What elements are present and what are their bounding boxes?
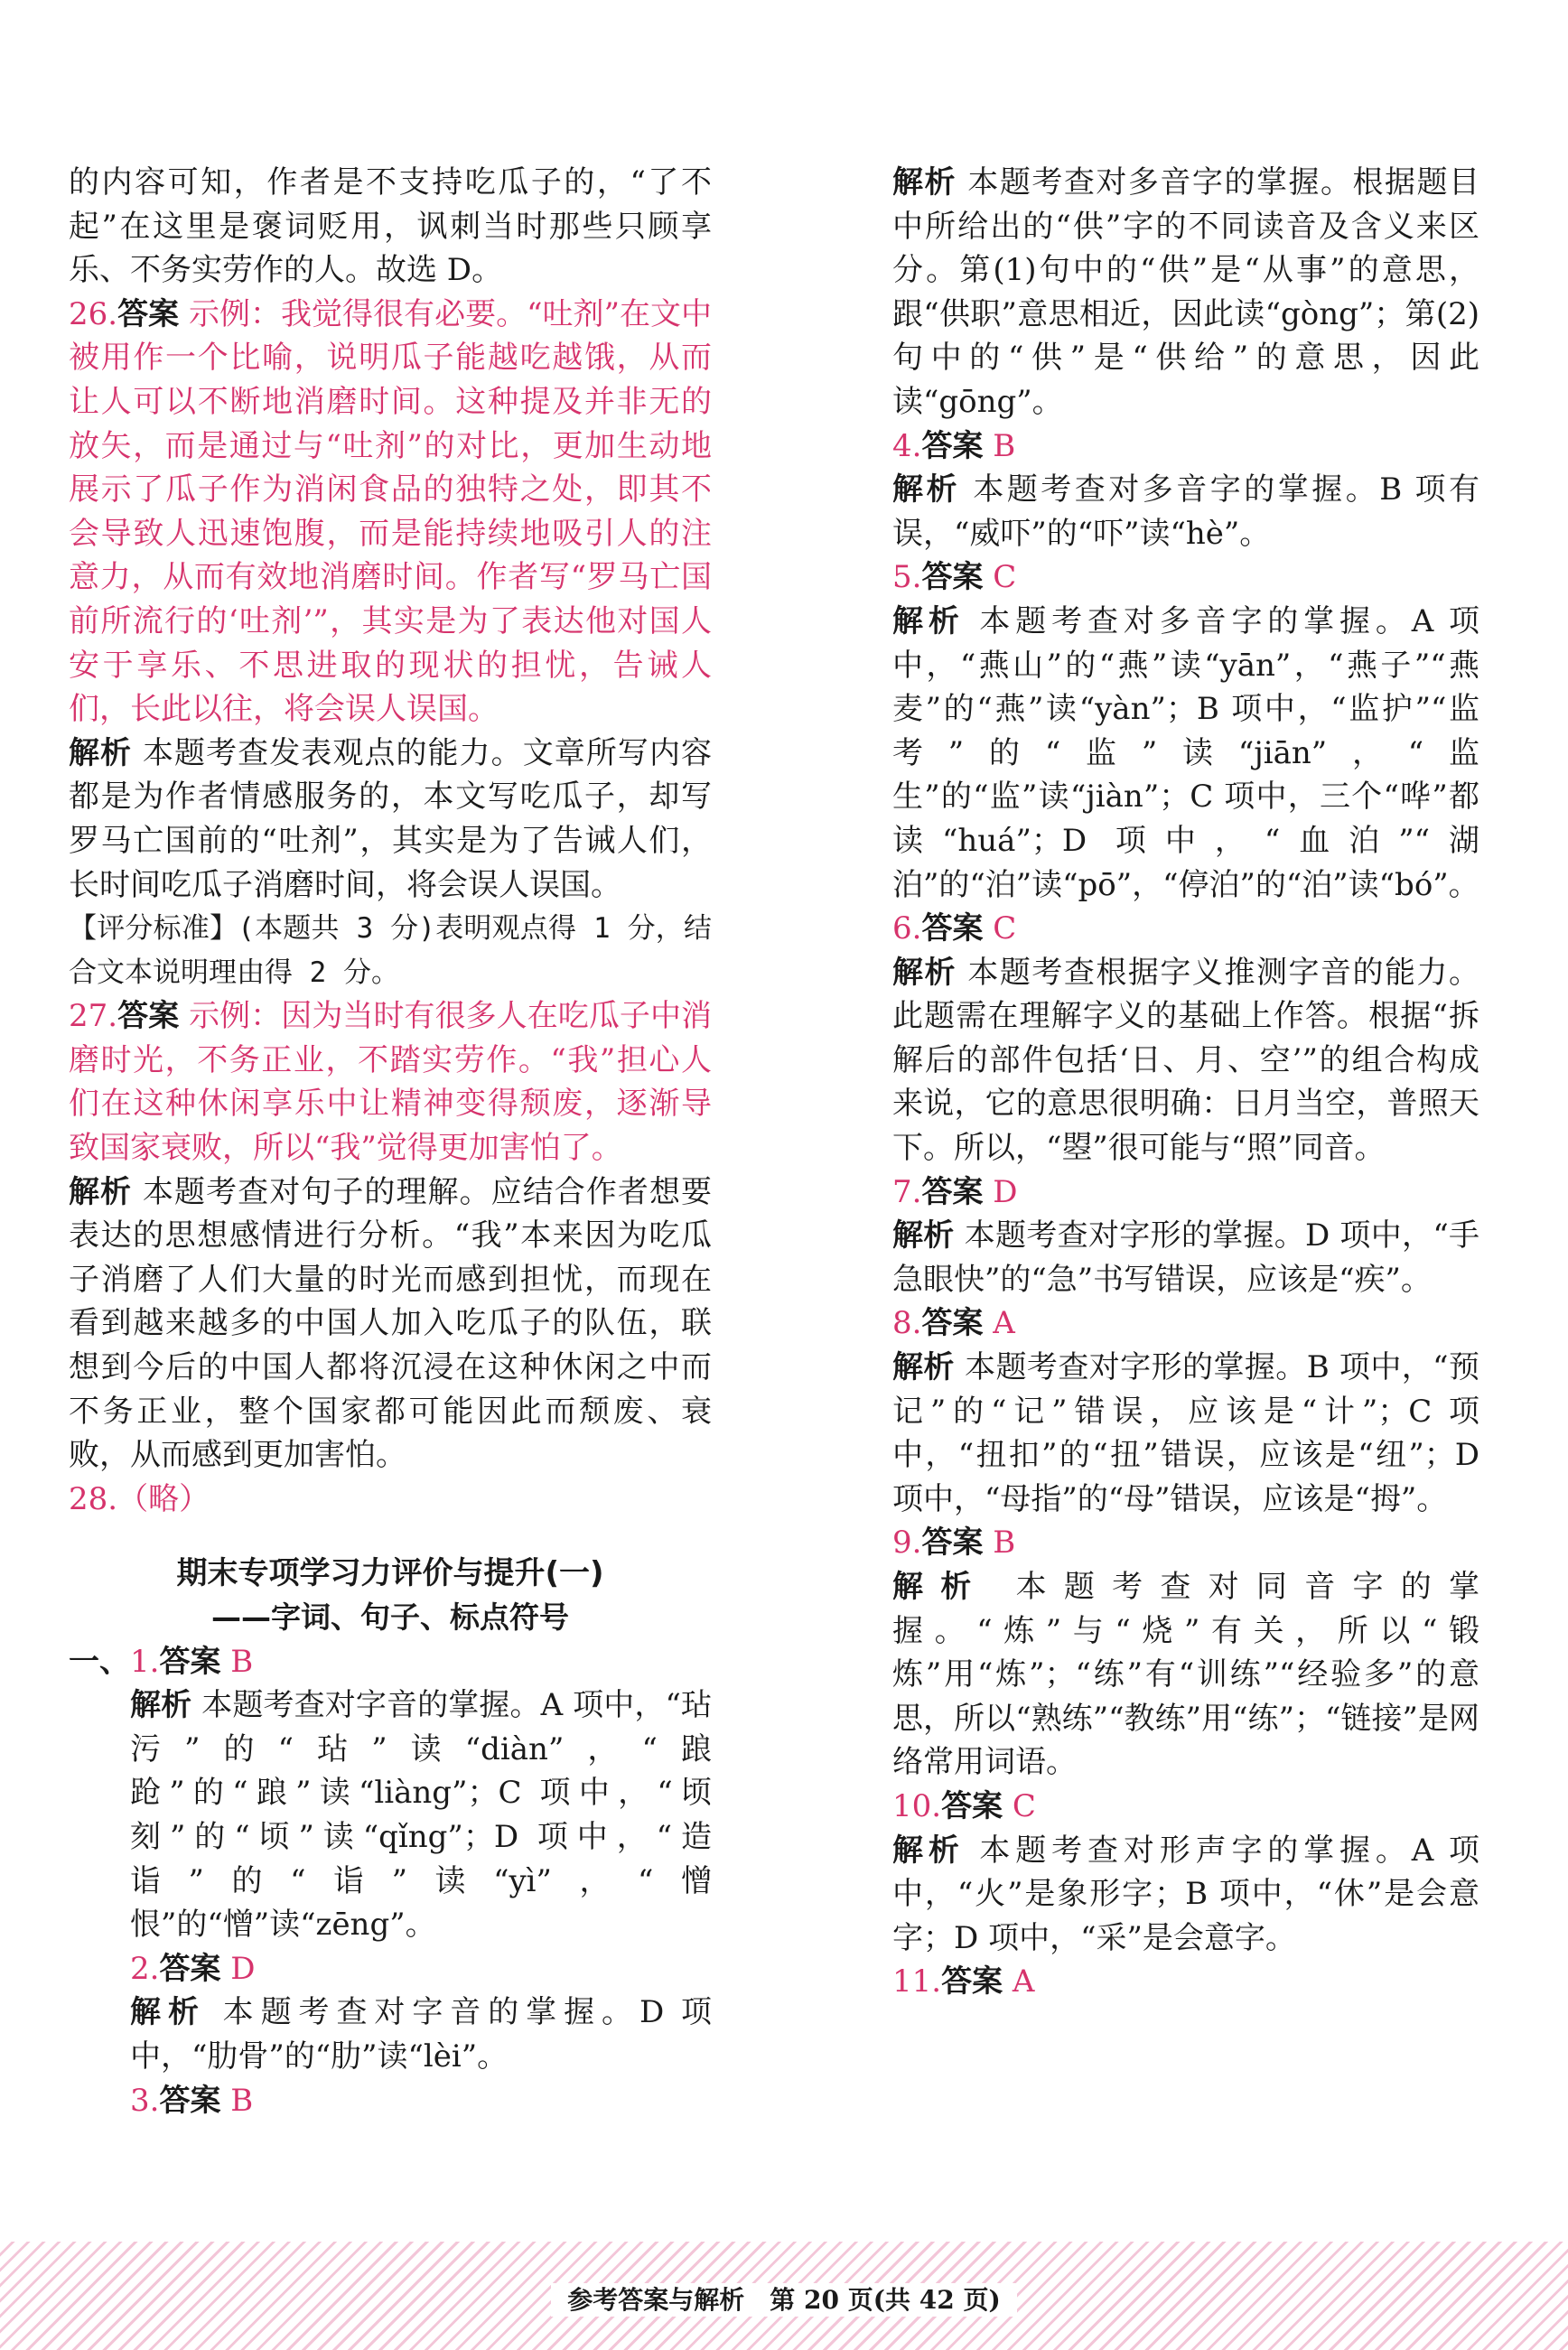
analysis-q9 xyxy=(892,1565,1479,1785)
analysis-text: 本题考查对字形的掌握。B 项中，“预记”的“记”错误，应该是“计”；C 项中，“扭扣”的“扭”错误，应该是“纽”；D 项中，“母指”的“母”错误，应该是“拇”。 xyxy=(892,1349,1479,1517)
answer-value: B xyxy=(230,1643,254,1680)
analysis-text: 本题考查对形声字的掌握。A 项中，“火”是象形字；B 项中，“休”是会意字；D 项中，“采”是会意字。 xyxy=(892,1832,1479,1956)
answer-q28: 28.（略） xyxy=(69,1480,210,1517)
answer-value: C xyxy=(993,559,1017,596)
analysis-text: 本题考查对字音的掌握。A 项中，“玷污”的“玷”读“diàn”，“踉跄”的“踉”读“liàng”；C 项中，“顷刻”的“顷”读“qǐng”；D 项中，“造诣”的“诣”读“yì”，“憎恨”的“憎”读“zēng”。 xyxy=(130,1687,712,1944)
answer-value: B xyxy=(993,1525,1016,1562)
answer-q1 xyxy=(69,1640,712,1684)
analysis-text: 本题考查根据字义推测字音的能力。此题需在理解字义的基础上作答。根据“拆解后的部件包括‘日、月、空’”的组合构成来说，它的意思很明确：日月当空，普照天下。所以，“曌”很可能与“照”同音。 xyxy=(892,954,1480,1167)
question-number: 2. xyxy=(130,1950,160,1987)
answer-q9 xyxy=(892,1521,1479,1565)
analysis-label: 解析 xyxy=(892,1832,965,1869)
left-column xyxy=(69,161,712,2122)
answer-value: B xyxy=(230,2082,254,2119)
analysis-text: 本题考查对句子的理解。应结合作者想要表达的思想感情进行分析。“我”本来因为吃瓜子消磨了人们大量的时光而感到担忧，而现在看到越来越多的中国人加入吃瓜子的队伍，联想到今后的中国人都将沉浸在这种休闲之中而不务正业，整个国家都可能因此而颓废、衰败，从而感到更加害怕。 xyxy=(69,1173,713,1474)
analysis-q8 xyxy=(892,1346,1479,1521)
answer-value: A xyxy=(1012,1963,1035,2000)
analysis-q10 xyxy=(892,1829,1479,1961)
answer-q11 xyxy=(892,1960,1479,2004)
answer-label: 答案 xyxy=(921,910,984,947)
question-number: 3. xyxy=(130,2082,160,2119)
section-title: 期末专项学习力评价与提升(一) xyxy=(176,1555,604,1592)
analysis-label: 解析 xyxy=(892,471,960,508)
analysis-q7 xyxy=(892,1214,1479,1301)
analysis-label: 解析 xyxy=(892,1217,955,1254)
answer-label: 答案 xyxy=(159,1643,221,1680)
analysis-label: 解析 xyxy=(130,1994,206,2031)
question-number: 26. xyxy=(69,295,118,332)
answer-q4 xyxy=(892,424,1479,469)
page-footer xyxy=(0,2280,1568,2317)
answer-value: B xyxy=(993,427,1016,464)
analysis-q1 xyxy=(69,1683,712,1947)
answer-label: 答案 xyxy=(117,295,180,332)
question-number: 11. xyxy=(892,1963,942,2000)
answer-label: 答案 xyxy=(921,1305,984,1342)
analysis-label: 解析 xyxy=(892,1349,955,1386)
right-column xyxy=(892,161,1479,2004)
answer-label: 答案 xyxy=(941,1787,1003,1824)
answer-value: C xyxy=(993,910,1017,947)
answer-q7 xyxy=(892,1170,1479,1215)
analysis-label: 解析 xyxy=(892,1569,989,1605)
analysis-text: 本题考查对同音字的掌握。“炼”与“烧”有关，所以“锻炼”用“炼”；“练”有“训练”“经验多”的意思，所以“熟练”“教练”用“练”；“链接”是网络常用词语。 xyxy=(892,1569,1479,1781)
analysis-text: 本题考查对字音的掌握。D 项中，“肋骨”的“肋”读“lèi”。 xyxy=(130,1994,712,2075)
question-number: 9. xyxy=(892,1525,922,1562)
analysis-q26 xyxy=(69,732,712,907)
answer-q5 xyxy=(892,555,1479,600)
answer-label: 答案 xyxy=(117,998,180,1035)
analysis-label: 解析 xyxy=(69,734,133,771)
answer-q8 xyxy=(892,1301,1479,1346)
analysis-q2 xyxy=(69,1991,712,2078)
question-number: 10. xyxy=(892,1787,942,1824)
answer-label: 答案 xyxy=(921,559,984,596)
footer-label: 参考答案与解析 第 20 页(共 42 页) xyxy=(551,2283,1016,2317)
answer-q27 xyxy=(69,994,712,1170)
analysis-q3 xyxy=(892,161,1479,424)
answer-label: 答案 xyxy=(921,427,984,464)
answer-label: 答案 xyxy=(159,1950,221,1987)
analysis-text: 本题考查对多音字的掌握。A 项中，“燕山”的“燕”读“yān”，“燕子”“燕麦”的“燕”读“yàn”；B 项中，“监护”“监考”的“监”读“jiān”，“监生”的“监”读“jiàn”；C 项中，三个“哗”都读“huá”；D 项中，“血泊”“湖泊”的“泊”读“pō”，“停泊”的“泊”读“bó”。 xyxy=(892,602,1479,903)
question-number: 7. xyxy=(892,1173,922,1210)
analysis-label: 解析 xyxy=(892,164,957,200)
answer-value: D xyxy=(230,1950,256,1987)
analysis-q5 xyxy=(892,600,1479,907)
section-subtitle: ——字词、句子、标点符号 xyxy=(211,1599,569,1635)
question-number: 6. xyxy=(892,910,922,947)
answer-label: 答案 xyxy=(941,1963,1003,2000)
answer-text: 示例：因为当时有很多人在吃瓜子中消磨时光，不务正业，不踏实劳作。“我”担心人们在这种休闲享乐中让精神变得颓废，逐渐导致国家衰败，所以“我”觉得更加害怕了。 xyxy=(69,998,713,1167)
analysis-label: 解析 xyxy=(130,1687,192,1724)
analysis-q27 xyxy=(69,1170,712,1478)
answer-q10 xyxy=(892,1785,1479,1829)
question-number: 1. xyxy=(130,1643,160,1680)
analysis-label: 解析 xyxy=(69,1173,133,1210)
analysis-text: 本题考查发表观点的能力。文章所写内容都是为作者情感服务的，本文写吃瓜子，却写罗马亡国前的“吐剂”，其实是为了告诫人们，长时间吃瓜子消磨时间，将会误人误国。 xyxy=(69,734,713,903)
paragraph-q25-tail: 的内容可知，作者是不支持吃瓜子的，“了不起”在这里是褒词贬用，讽刺当时那些只顾享乐、不务实劳作的人。故选 D。 xyxy=(69,164,712,289)
answer-q6 xyxy=(892,907,1479,951)
answer-q26 xyxy=(69,293,712,732)
answer-q2 xyxy=(69,1947,712,1991)
analysis-text: 本题考查对多音字的掌握。B 项有误，“威吓”的“吓”读“hè”。 xyxy=(892,471,1480,552)
analysis-text: 本题考查对多音字的掌握。根据题目中所给出的“供”字的不同读音及含义来区分。第(1)句中的“供”是“从事”的意思，跟“供职”意思相近，因此读“gòng”；第(2)句中的“供”是“供给”的意思，因此读“gōng”。 xyxy=(892,164,1480,420)
answer-value: D xyxy=(993,1173,1018,1210)
analysis-text: 本题考查对字形的掌握。D 项中，“手急眼快”的“急”书写错误，应该是“疾”。 xyxy=(892,1217,1480,1298)
analysis-q4 xyxy=(892,468,1479,555)
question-number: 4. xyxy=(892,427,922,464)
answer-value: A xyxy=(993,1305,1015,1342)
analysis-label: 解析 xyxy=(892,602,965,639)
answer-label: 答案 xyxy=(921,1173,984,1210)
answer-text: 示例：我觉得很有必要。“吐剂”在文中被用作一个比喻，说明瓜子能越吃越饿，从而让人可以不断地消磨时间。这种提及并非无的放矢，而是通过与“吐剂”的对比，更加生动地展示了瓜子作为消闲食品的独特之处，即其不会导致人迅速饱腹，而是能持续地吸引人的注意力，从而有效地消磨时间。作者写“罗马亡国前所流行的‘吐剂’”，其实是为了表达他对国人安于享乐、不思进取的现状的担忧，告诫人们，长此以往，将会误人误国。 xyxy=(69,295,713,728)
answer-value: C xyxy=(1012,1787,1036,1824)
analysis-q6 xyxy=(892,951,1479,1170)
part-number: 一、 xyxy=(69,1643,130,1680)
scoring-standard: 【评分标准】(本题共 3 分)表明观点得 1 分，结合文本说明理由得 2 分。 xyxy=(69,912,712,989)
question-number: 5. xyxy=(892,559,922,596)
analysis-label: 解析 xyxy=(892,954,957,991)
answer-q3 xyxy=(69,2079,712,2123)
question-number: 8. xyxy=(892,1305,922,1342)
answer-label: 答案 xyxy=(159,2082,221,2119)
answer-label: 答案 xyxy=(921,1525,984,1562)
question-number: 27. xyxy=(69,998,118,1035)
